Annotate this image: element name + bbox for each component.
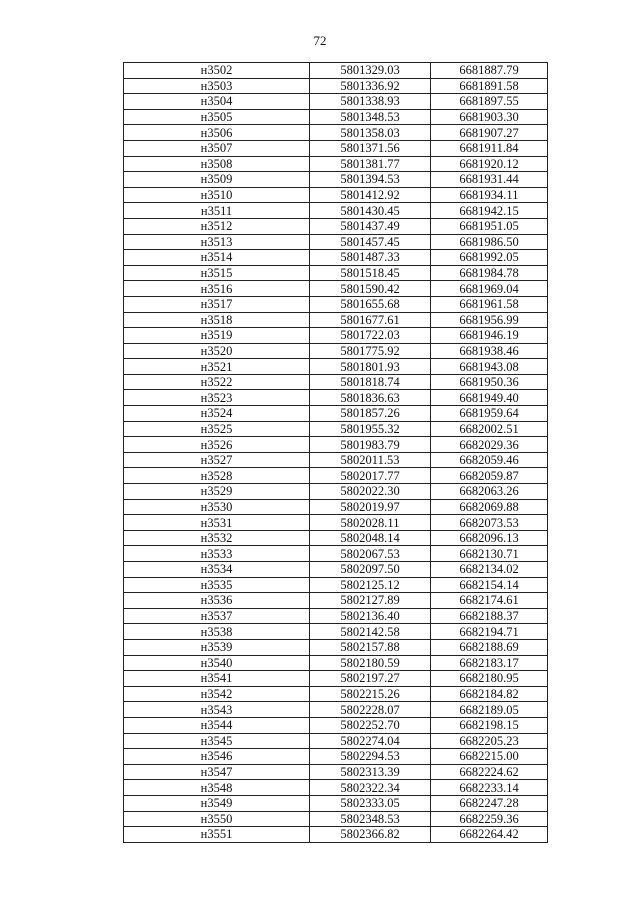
x-coordinate-cell: 5801329.03 bbox=[310, 63, 431, 79]
table-row bbox=[124, 203, 548, 219]
x-coordinate-cell: 5801590.42 bbox=[310, 281, 431, 297]
y-coordinate-cell: 6682264.42 bbox=[431, 827, 548, 843]
table-row bbox=[124, 671, 548, 687]
y-coordinate-cell: 6682154.14 bbox=[431, 577, 548, 593]
y-coordinate-cell: 6682188.37 bbox=[431, 608, 548, 624]
x-coordinate-cell: 5801394.53 bbox=[310, 172, 431, 188]
y-coordinate-cell: 6681943.08 bbox=[431, 359, 548, 375]
point-id-cell: н3525 bbox=[124, 421, 310, 437]
x-coordinate-cell: 5802127.89 bbox=[310, 593, 431, 609]
y-coordinate-cell: 6681984.78 bbox=[431, 265, 548, 281]
table-row bbox=[124, 437, 548, 453]
x-coordinate-cell: 5802125.12 bbox=[310, 577, 431, 593]
y-coordinate-cell: 6682194.71 bbox=[431, 624, 548, 640]
point-id-cell: н3514 bbox=[124, 250, 310, 266]
x-coordinate-cell: 5802017.77 bbox=[310, 468, 431, 484]
table-row bbox=[124, 624, 548, 640]
x-coordinate-cell: 5801857.26 bbox=[310, 406, 431, 422]
table-row bbox=[124, 140, 548, 156]
y-coordinate-cell: 6681959.64 bbox=[431, 406, 548, 422]
point-id-cell: н3536 bbox=[124, 593, 310, 609]
point-id-cell: н3533 bbox=[124, 546, 310, 562]
table-row bbox=[124, 562, 548, 578]
table-row bbox=[124, 374, 548, 390]
y-coordinate-cell: 6682063.26 bbox=[431, 484, 548, 500]
y-coordinate-cell: 6682029.36 bbox=[431, 437, 548, 453]
x-coordinate-cell: 5802348.53 bbox=[310, 811, 431, 827]
y-coordinate-cell: 6682259.36 bbox=[431, 811, 548, 827]
x-coordinate-cell: 5802294.53 bbox=[310, 749, 431, 765]
x-coordinate-cell: 5801412.92 bbox=[310, 187, 431, 203]
table-row bbox=[124, 296, 548, 312]
x-coordinate-cell: 5802252.70 bbox=[310, 717, 431, 733]
point-id-cell: н3530 bbox=[124, 499, 310, 515]
y-coordinate-cell: 6681969.04 bbox=[431, 281, 548, 297]
y-coordinate-cell: 6681961.58 bbox=[431, 296, 548, 312]
x-coordinate-cell: 5802048.14 bbox=[310, 530, 431, 546]
x-coordinate-cell: 5801338.93 bbox=[310, 94, 431, 110]
point-id-cell: н3513 bbox=[124, 234, 310, 250]
y-coordinate-cell: 6682184.82 bbox=[431, 686, 548, 702]
y-coordinate-cell: 6682183.17 bbox=[431, 655, 548, 671]
y-coordinate-cell: 6682189.05 bbox=[431, 702, 548, 718]
table-row bbox=[124, 546, 548, 562]
y-coordinate-cell: 6681891.58 bbox=[431, 78, 548, 94]
point-id-cell: н3503 bbox=[124, 78, 310, 94]
table-row bbox=[124, 63, 548, 79]
table-row bbox=[124, 577, 548, 593]
x-coordinate-cell: 5801955.32 bbox=[310, 421, 431, 437]
point-id-cell: н3511 bbox=[124, 203, 310, 219]
y-coordinate-cell: 6681911.84 bbox=[431, 140, 548, 156]
table-row bbox=[124, 795, 548, 811]
point-id-cell: н3515 bbox=[124, 265, 310, 281]
x-coordinate-cell: 5802333.05 bbox=[310, 795, 431, 811]
x-coordinate-cell: 5801358.03 bbox=[310, 125, 431, 141]
point-id-cell: н3544 bbox=[124, 717, 310, 733]
table-row bbox=[124, 686, 548, 702]
x-coordinate-cell: 5802136.40 bbox=[310, 608, 431, 624]
table-row bbox=[124, 109, 548, 125]
point-id-cell: н3509 bbox=[124, 172, 310, 188]
table-row bbox=[124, 281, 548, 297]
y-coordinate-cell: 6682059.87 bbox=[431, 468, 548, 484]
point-id-cell: н3527 bbox=[124, 452, 310, 468]
table-row bbox=[124, 406, 548, 422]
x-coordinate-cell: 5801437.49 bbox=[310, 218, 431, 234]
x-coordinate-cell: 5801983.79 bbox=[310, 437, 431, 453]
table-row bbox=[124, 608, 548, 624]
y-coordinate-cell: 6682180.95 bbox=[431, 671, 548, 687]
table-row bbox=[124, 530, 548, 546]
table-row bbox=[124, 343, 548, 359]
point-id-cell: н3537 bbox=[124, 608, 310, 624]
point-id-cell: н3516 bbox=[124, 281, 310, 297]
y-coordinate-cell: 6682130.71 bbox=[431, 546, 548, 562]
x-coordinate-cell: 5802197.27 bbox=[310, 671, 431, 687]
coordinates-table bbox=[123, 62, 548, 843]
y-coordinate-cell: 6682247.28 bbox=[431, 795, 548, 811]
table-row bbox=[124, 359, 548, 375]
table-row bbox=[124, 811, 548, 827]
table-row bbox=[124, 499, 548, 515]
table-row bbox=[124, 749, 548, 765]
point-id-cell: н3546 bbox=[124, 749, 310, 765]
y-coordinate-cell: 6682188.69 bbox=[431, 639, 548, 655]
point-id-cell: н3507 bbox=[124, 140, 310, 156]
x-coordinate-cell: 5801336.92 bbox=[310, 78, 431, 94]
x-coordinate-cell: 5801518.45 bbox=[310, 265, 431, 281]
point-id-cell: н3510 bbox=[124, 187, 310, 203]
y-coordinate-cell: 6681949.40 bbox=[431, 390, 548, 406]
point-id-cell: н3508 bbox=[124, 156, 310, 172]
point-id-cell: н3532 bbox=[124, 530, 310, 546]
x-coordinate-cell: 5801371.56 bbox=[310, 140, 431, 156]
x-coordinate-cell: 5802215.26 bbox=[310, 686, 431, 702]
y-coordinate-cell: 6681931.44 bbox=[431, 172, 548, 188]
x-coordinate-cell: 5802313.39 bbox=[310, 764, 431, 780]
y-coordinate-cell: 6681903.30 bbox=[431, 109, 548, 125]
point-id-cell: н3549 bbox=[124, 795, 310, 811]
x-coordinate-cell: 5802028.11 bbox=[310, 515, 431, 531]
table-row bbox=[124, 265, 548, 281]
table-row bbox=[124, 312, 548, 328]
point-id-cell: н3504 bbox=[124, 94, 310, 110]
point-id-cell: н3541 bbox=[124, 671, 310, 687]
table-row bbox=[124, 250, 548, 266]
y-coordinate-cell: 6682205.23 bbox=[431, 733, 548, 749]
x-coordinate-cell: 5802142.58 bbox=[310, 624, 431, 640]
x-coordinate-cell: 5801430.45 bbox=[310, 203, 431, 219]
table-row bbox=[124, 702, 548, 718]
y-coordinate-cell: 6681934.11 bbox=[431, 187, 548, 203]
y-coordinate-cell: 6682215.00 bbox=[431, 749, 548, 765]
y-coordinate-cell: 6682233.14 bbox=[431, 780, 548, 796]
coordinates-table-body bbox=[124, 63, 548, 843]
x-coordinate-cell: 5801457.45 bbox=[310, 234, 431, 250]
x-coordinate-cell: 5802322.34 bbox=[310, 780, 431, 796]
x-coordinate-cell: 5802180.59 bbox=[310, 655, 431, 671]
table-row bbox=[124, 764, 548, 780]
point-id-cell: н3542 bbox=[124, 686, 310, 702]
table-row bbox=[124, 717, 548, 733]
table-row bbox=[124, 827, 548, 843]
table-row bbox=[124, 468, 548, 484]
point-id-cell: н3534 bbox=[124, 562, 310, 578]
point-id-cell: н3522 bbox=[124, 374, 310, 390]
point-id-cell: н3529 bbox=[124, 484, 310, 500]
table-row bbox=[124, 593, 548, 609]
y-coordinate-cell: 6681951.05 bbox=[431, 218, 548, 234]
point-id-cell: н3547 bbox=[124, 764, 310, 780]
y-coordinate-cell: 6681920.12 bbox=[431, 156, 548, 172]
x-coordinate-cell: 5801655.68 bbox=[310, 296, 431, 312]
x-coordinate-cell: 5802067.53 bbox=[310, 546, 431, 562]
x-coordinate-cell: 5801818.74 bbox=[310, 374, 431, 390]
point-id-cell: н3505 bbox=[124, 109, 310, 125]
x-coordinate-cell: 5802157.88 bbox=[310, 639, 431, 655]
y-coordinate-cell: 6682096.13 bbox=[431, 530, 548, 546]
point-id-cell: н3545 bbox=[124, 733, 310, 749]
y-coordinate-cell: 6682198.15 bbox=[431, 717, 548, 733]
x-coordinate-cell: 5801348.53 bbox=[310, 109, 431, 125]
y-coordinate-cell: 6682059.46 bbox=[431, 452, 548, 468]
y-coordinate-cell: 6681950.36 bbox=[431, 374, 548, 390]
y-coordinate-cell: 6682134.02 bbox=[431, 562, 548, 578]
y-coordinate-cell: 6681942.15 bbox=[431, 203, 548, 219]
point-id-cell: н3528 bbox=[124, 468, 310, 484]
table-row bbox=[124, 733, 548, 749]
x-coordinate-cell: 5801381.77 bbox=[310, 156, 431, 172]
y-coordinate-cell: 6682069.88 bbox=[431, 499, 548, 515]
point-id-cell: н3518 bbox=[124, 312, 310, 328]
x-coordinate-cell: 5802366.82 bbox=[310, 827, 431, 843]
point-id-cell: н3531 bbox=[124, 515, 310, 531]
table-row bbox=[124, 780, 548, 796]
y-coordinate-cell: 6682002.51 bbox=[431, 421, 548, 437]
point-id-cell: н3551 bbox=[124, 827, 310, 843]
table-row bbox=[124, 234, 548, 250]
table-row bbox=[124, 639, 548, 655]
point-id-cell: н3502 bbox=[124, 63, 310, 79]
x-coordinate-cell: 5801722.03 bbox=[310, 328, 431, 344]
point-id-cell: н3524 bbox=[124, 406, 310, 422]
point-id-cell: н3523 bbox=[124, 390, 310, 406]
x-coordinate-cell: 5802022.30 bbox=[310, 484, 431, 500]
point-id-cell: н3540 bbox=[124, 655, 310, 671]
table-row bbox=[124, 218, 548, 234]
table-row bbox=[124, 452, 548, 468]
table-row bbox=[124, 172, 548, 188]
y-coordinate-cell: 6681938.46 bbox=[431, 343, 548, 359]
point-id-cell: н3512 bbox=[124, 218, 310, 234]
x-coordinate-cell: 5802019.97 bbox=[310, 499, 431, 515]
y-coordinate-cell: 6681956.99 bbox=[431, 312, 548, 328]
point-id-cell: н3539 bbox=[124, 639, 310, 655]
x-coordinate-cell: 5802228.07 bbox=[310, 702, 431, 718]
x-coordinate-cell: 5802097.50 bbox=[310, 562, 431, 578]
table-row bbox=[124, 484, 548, 500]
x-coordinate-cell: 5801775.92 bbox=[310, 343, 431, 359]
point-id-cell: н3538 bbox=[124, 624, 310, 640]
x-coordinate-cell: 5801487.33 bbox=[310, 250, 431, 266]
y-coordinate-cell: 6681897.55 bbox=[431, 94, 548, 110]
y-coordinate-cell: 6682073.53 bbox=[431, 515, 548, 531]
point-id-cell: н3535 bbox=[124, 577, 310, 593]
x-coordinate-cell: 5801836.63 bbox=[310, 390, 431, 406]
table-row bbox=[124, 156, 548, 172]
y-coordinate-cell: 6681992.05 bbox=[431, 250, 548, 266]
point-id-cell: н3548 bbox=[124, 780, 310, 796]
y-coordinate-cell: 6682224.62 bbox=[431, 764, 548, 780]
table-row bbox=[124, 94, 548, 110]
table-row bbox=[124, 125, 548, 141]
table-row bbox=[124, 515, 548, 531]
y-coordinate-cell: 6681986.50 bbox=[431, 234, 548, 250]
x-coordinate-cell: 5801801.93 bbox=[310, 359, 431, 375]
x-coordinate-cell: 5802274.04 bbox=[310, 733, 431, 749]
point-id-cell: н3521 bbox=[124, 359, 310, 375]
table-row bbox=[124, 421, 548, 437]
table-row bbox=[124, 187, 548, 203]
x-coordinate-cell: 5802011.53 bbox=[310, 452, 431, 468]
y-coordinate-cell: 6681946.19 bbox=[431, 328, 548, 344]
point-id-cell: н3520 bbox=[124, 343, 310, 359]
y-coordinate-cell: 6681907.27 bbox=[431, 125, 548, 141]
y-coordinate-cell: 6681887.79 bbox=[431, 63, 548, 79]
page-number: 72 bbox=[313, 33, 327, 48]
point-id-cell: н3519 bbox=[124, 328, 310, 344]
x-coordinate-cell: 5801677.61 bbox=[310, 312, 431, 328]
y-coordinate-cell: 6682174.61 bbox=[431, 593, 548, 609]
table-row bbox=[124, 390, 548, 406]
point-id-cell: н3506 bbox=[124, 125, 310, 141]
point-id-cell: н3543 bbox=[124, 702, 310, 718]
table-row bbox=[124, 328, 548, 344]
point-id-cell: н3550 bbox=[124, 811, 310, 827]
point-id-cell: н3526 bbox=[124, 437, 310, 453]
table-row bbox=[124, 78, 548, 94]
point-id-cell: н3517 bbox=[124, 296, 310, 312]
table-row bbox=[124, 655, 548, 671]
